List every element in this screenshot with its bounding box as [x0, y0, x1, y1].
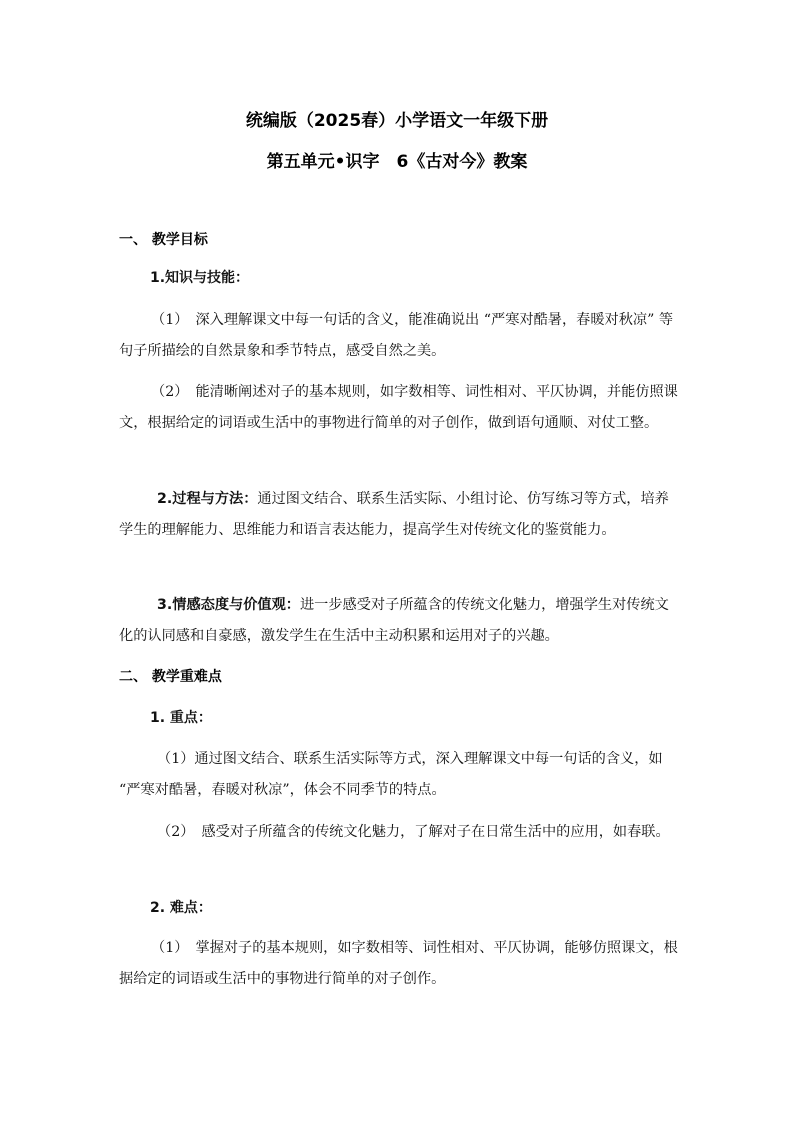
- label-process-methods: 2.过程与方法：: [157, 491, 258, 507]
- subheading-knowledge-skills: 1.知识与技能：: [150, 270, 250, 286]
- paragraph-key-1: （1）通过图文结合、联系生活实际等方式，深入理解课文中每一句话的含义，如 “严寒对酷暑，春暖对秋凉”，体会不同季节的特点。: [119, 751, 663, 798]
- paragraph-difficulty-1: （1） 掌握对子的基本规则，如字数相等、词性相对、平仄协调，能够仿照课文，根据给定的词语或生活中的事物进行简单的对子创作。: [119, 940, 678, 987]
- document-subtitle: 第五单元•识字 6《古对今》教案: [266, 152, 528, 172]
- paragraph-key-2: （2） 感受对子所蕴含的传统文化魅力，了解对子在日常生活中的应用，如春联。: [157, 824, 670, 840]
- subheading-key-points: 1. 重点：: [150, 710, 212, 726]
- paragraph-attitude-values: [119, 590, 681, 652]
- text-attitude-values: 进一步感受对子所蕴含的传统文化魅力，增强学生对传统文化的认同感和自豪感，激发学生在生活中主动积累和运用对子的兴趣。: [119, 597, 669, 644]
- label-attitude-values: 3.情感态度与价值观：: [157, 597, 300, 613]
- section-heading-key-difficult: 二、 教学重难点: [119, 669, 222, 685]
- document-title: 统编版（2025春）小学语文一年级下册: [245, 111, 549, 131]
- paragraph-knowledge-1: （1） 深入理解课文中每一句话的含义，能准确说出 “严寒对酷暑，春暖对秋凉” 等句子所描绘的自然景象和季节特点，感受自然之美。: [119, 312, 674, 359]
- paragraph-process-methods: [119, 484, 681, 546]
- section-heading-objectives: 一、 教学目标: [119, 232, 208, 248]
- paragraph-knowledge-2: （2） 能清晰阐述对子的基本规则，如字数相等、词性相对、平仄协调，并能仿照课文，根据给定的词语或生活中的事物进行简单的对子创作，做到语句通顺、对仗工整。: [119, 384, 678, 431]
- text-process-methods: 通过图文结合、联系生活实际、小组讨论、仿写练习等方式，培养学生的理解能力、思维能力和语言表达能力，提高学生对传统文化的鉴赏能力。: [119, 491, 669, 538]
- subheading-difficulties: 2. 难点：: [150, 900, 212, 916]
